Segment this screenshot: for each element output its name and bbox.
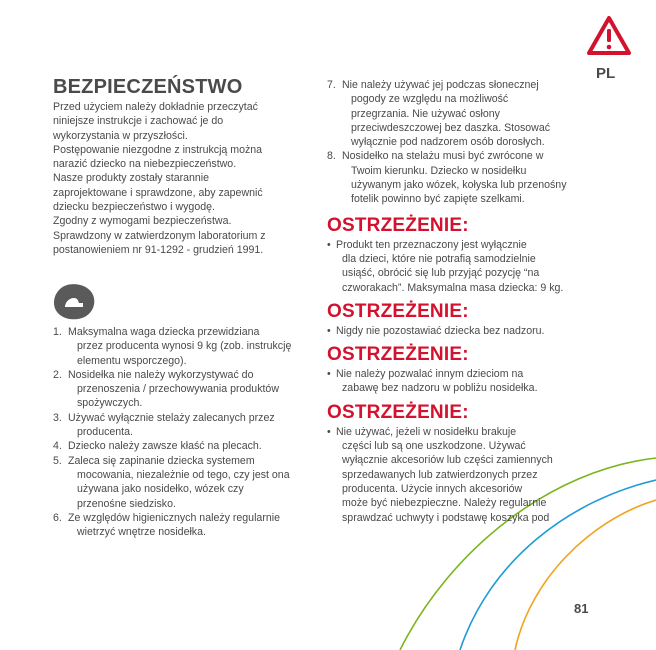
intro-line: Zgodny z wymogami bezpieczeństwa. [53,215,232,228]
item-line: spożywczych. [77,397,143,410]
warning-line: sprawdzać uchwyty i podstawę koszyka pod [342,511,550,524]
item-line: mocowania, niezależnie od tego, czy jest ona [77,468,290,481]
warning-block [327,215,595,295]
section-title: BEZPIECZEŃSTWO [53,76,243,98]
warning-line: Nie należy pozwalać innym dzieciom na [336,368,524,381]
page-number: 81 [574,601,589,616]
item-line: przenośne siedzisko. [77,497,176,510]
item-line: używanym jako wózek, kołyska lub przenośny [351,179,567,192]
intro-line: zaprojektowane i sprawdzone, aby zapewnić [53,186,263,199]
list-item [53,511,318,540]
item-line: przegrzania. Nie używać osłony [351,107,500,120]
bullet: • [327,324,331,337]
item-line: elementu wsporczego). [77,354,187,367]
item-line: pogody ze względu na możliwość [351,93,509,106]
item-line: wietrzyć wnętrze nosidełka. [77,526,206,539]
intro-line: dziecku bezpieczeństwo i wygodę. [53,201,215,214]
list-item [53,411,318,440]
left-column [53,76,313,257]
item-line: Ze względów higienicznych należy regularnie [68,511,280,524]
warning-text [327,367,595,396]
list-item [53,368,318,411]
item-line: przez producenta wynosi 9 kg (zob. instrukcję [77,340,292,353]
item-line: Nie należy używać jej podczas słonecznej [342,79,539,91]
list-item [53,439,318,453]
warning-title: OSTRZEŻENIE: [327,401,469,423]
warning-text [327,324,595,338]
item-number: 5. [53,454,62,467]
bullet: • [327,368,331,381]
item-number: 8. [327,150,336,163]
intro-text [53,100,313,257]
warning-triangle-icon [586,15,632,57]
item-number: 1. [53,326,62,338]
warning-line: może być niebezpieczne. Należy regularnie [342,497,547,510]
left-list [53,325,318,539]
item-line: Używać wyłącznie stelaży zalecanych przez [68,411,275,424]
right-list [327,78,595,207]
intro-line: postanowieniem nr 91-1292 - grudzień 1991. [53,243,264,256]
list-item [53,454,318,511]
item-line: wyłącznie pod nadzorem osób dorosłych. [351,136,545,149]
warning-text [327,238,595,295]
warning-line: usiąść, obrócić się lub przyjąć pozycję “na [342,267,540,280]
warning-title: OSTRZEŻENIE: [327,344,469,366]
warning-line: zabawę bez nadzoru w pobliżu nosidełka. [342,382,538,395]
language-label: PL [596,65,616,82]
item-line: Nosidełka nie należy wykorzystywać do [68,368,254,381]
intro-line: Przed użyciem należy dokładnie przeczytać [53,101,258,113]
warning-line: Produkt ten przeznaczony jest wyłącznie [336,238,527,251]
item-number: 7. [327,79,336,91]
warning-line: dla dzieci, które nie potrafią samodzielnie [342,252,536,265]
warning-line: Nigdy nie pozostawiać dziecka bez nadzoru. [336,324,545,337]
intro-line: narazić dziecko na niebezpieczeństwo. [53,158,237,171]
list-item [327,149,595,206]
item-line: przenoszenia / przechowywania produktów [77,383,279,396]
item-number: 3. [53,411,62,424]
item-line: Twoim kierunku. Dziecko w nosidełku [351,164,527,177]
warnings [327,215,595,525]
intro-line: niniejsze instrukcje i zachować je do [53,115,224,128]
item-line: przeciwdeszczowej bez daszka. Stosować [351,121,551,134]
warning-line: producenta. Użycie innych akcesoriów [342,482,523,495]
bullet: • [327,425,331,438]
warning-line: sprzedawanych lub zatwierdzonych przez [342,468,538,481]
warning-line: czworakach”. Maksymalna masa dziecka: 9 kg. [342,281,564,294]
intro-line: Postępowanie niezgodne z instrukcją można [53,143,263,156]
warning-line: części lub są one uszkodzone. Używać [342,440,526,453]
list-item [53,325,318,368]
item-line: Zaleca się zapinanie dziecka systemem [68,454,255,467]
warning-title: OSTRZEŻENIE: [327,214,469,236]
car-seat-icon [52,283,96,321]
item-line: producenta. [77,426,133,439]
bullet: • [327,238,331,251]
right-column [327,78,595,525]
intro-line: Sprawdzony w zatwierdzonym laboratorium z [53,229,266,242]
intro-line: Nasze produkty zostały starannie [53,172,210,185]
warning-line: wyłącznie akcesoriów lub części zamiennych [342,454,553,467]
item-line: Dziecko należy zawsze kłaść na plecach. [68,440,262,453]
warning-block [327,301,595,338]
item-line: fotelik powinno być zapięte szelkami. [351,193,525,206]
warning-block [327,402,595,525]
item-number: 6. [53,511,62,524]
warning-title: OSTRZEŻENIE: [327,300,469,322]
list-item [327,78,595,149]
warning-text [327,425,595,525]
intro-line: wykorzystania w przyszłości. [53,129,188,142]
item-line: Maksymalna waga dziecka przewidziana [68,326,260,338]
item-line: Nosidełko na stelażu musi być zwrócone w [342,150,544,163]
warning-block [327,344,595,396]
item-number: 2. [53,368,62,381]
item-number: 4. [53,440,62,453]
item-line: używana jako nosidełko, wózek czy [77,483,244,496]
warning-line: Nie używać, jeżeli w nosidełku brakuje [336,425,517,438]
